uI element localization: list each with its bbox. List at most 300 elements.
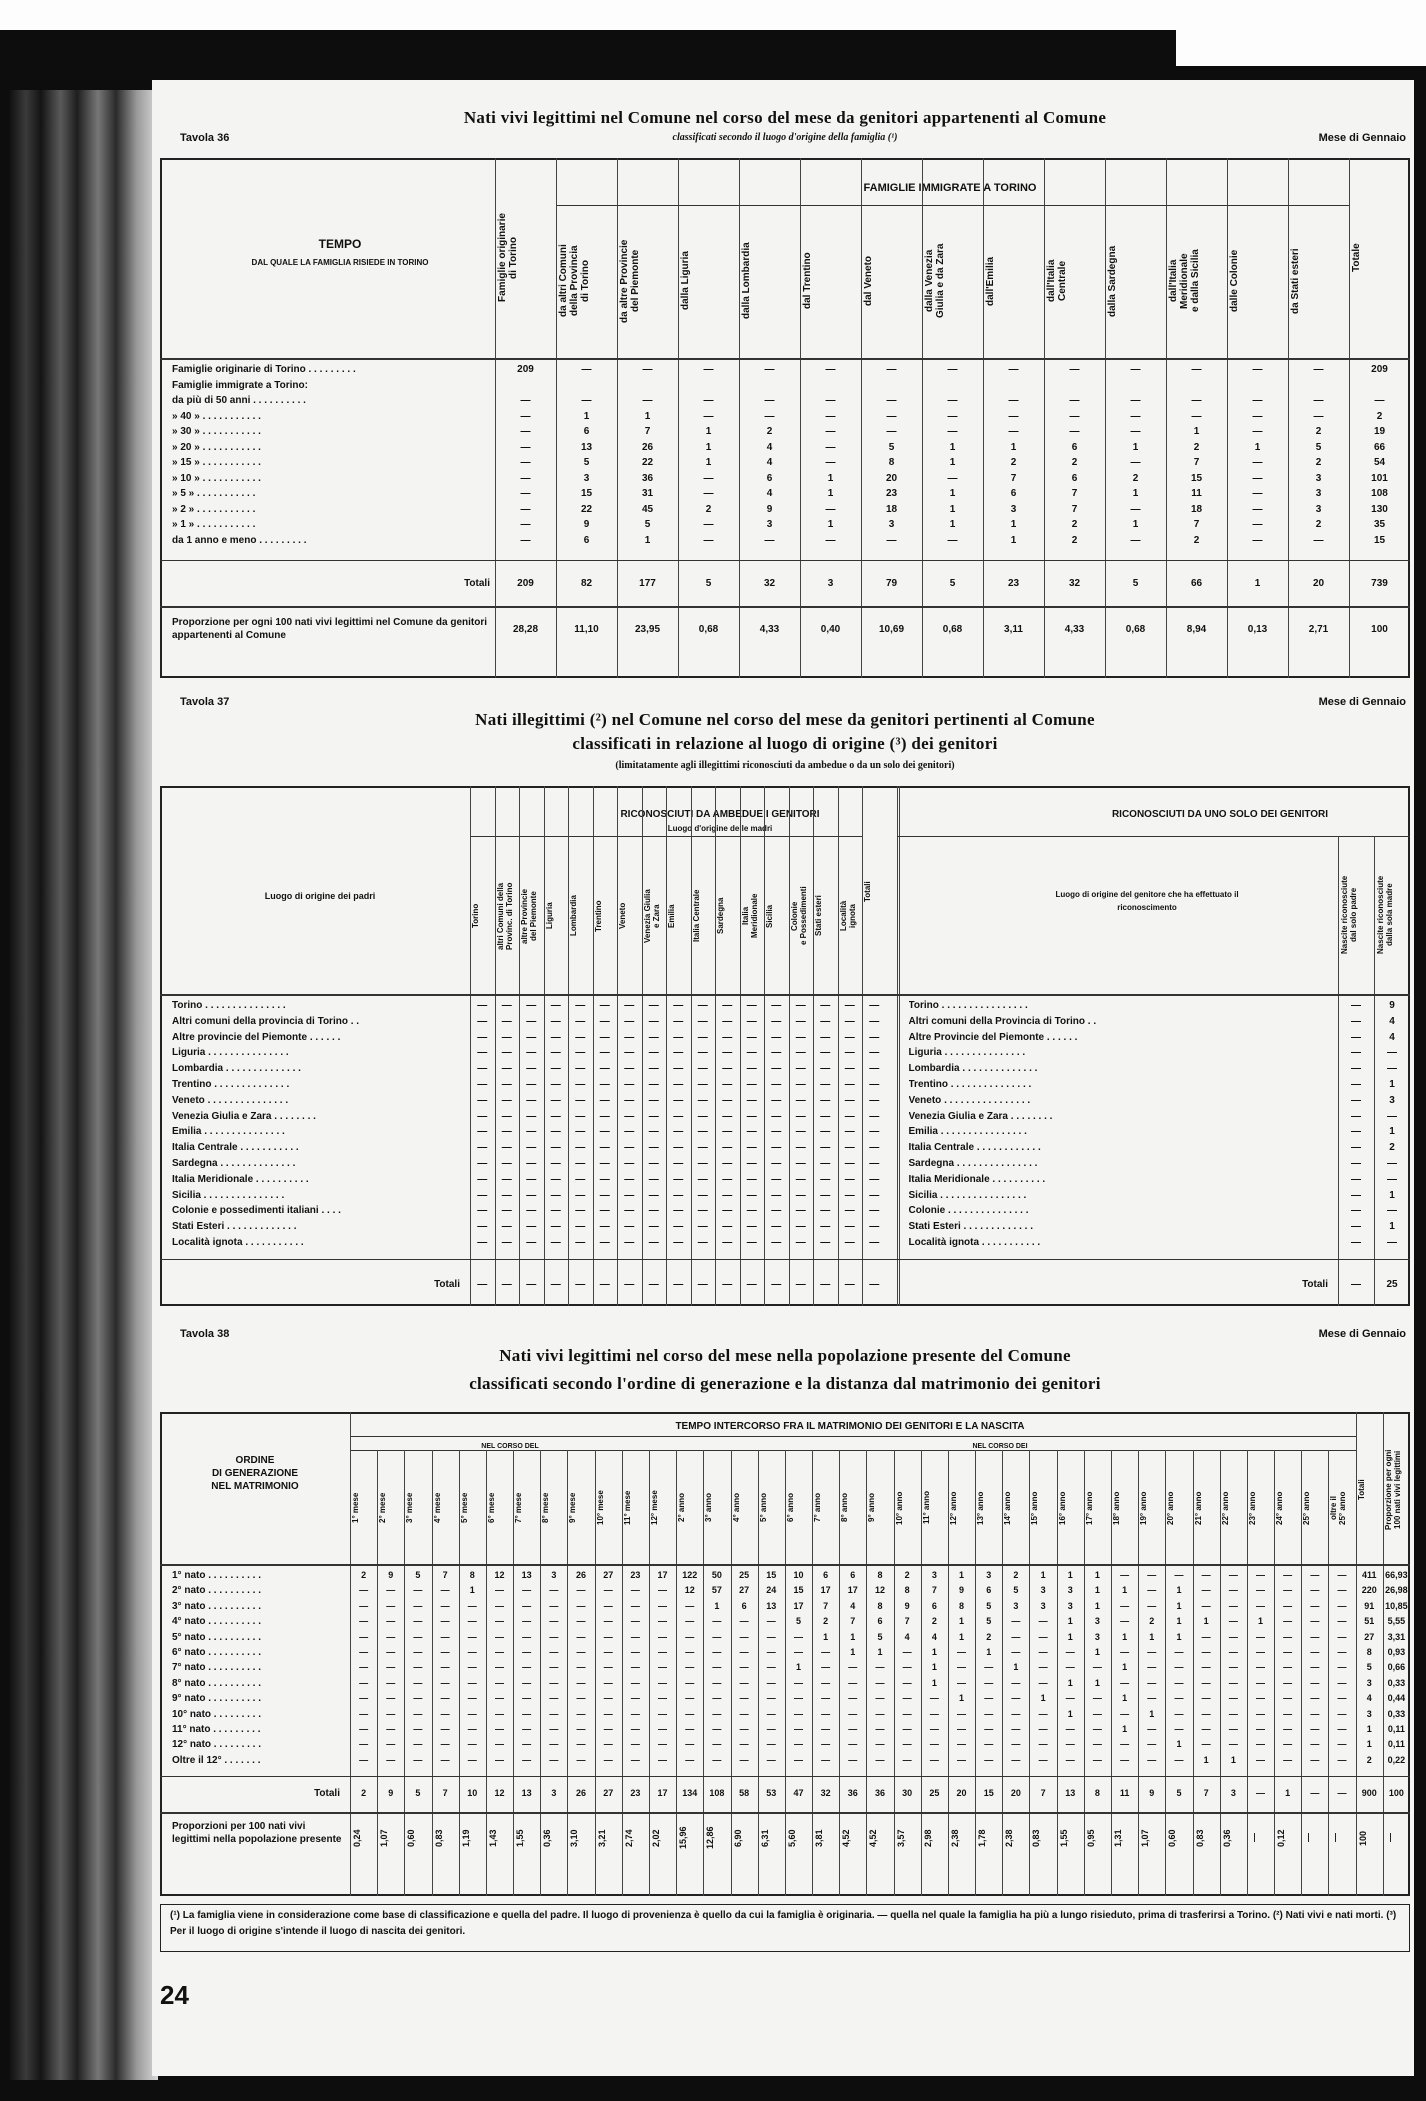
t38-cell: —	[494, 1754, 504, 1765]
t38-cell: 12	[874, 1585, 885, 1596]
t38-cell: 1	[1122, 1724, 1128, 1734]
t36-cell: —	[886, 410, 897, 422]
t38-cell: 6	[741, 1600, 747, 1611]
t38-cell: 1	[959, 1616, 965, 1627]
t38-cell: —	[1201, 1585, 1211, 1596]
t36-cell: —	[520, 426, 531, 437]
t37-cell-dash: —	[648, 1063, 659, 1075]
t38-col-header: 9° mese	[568, 1492, 578, 1524]
t37-right-total-cell: —	[1351, 1278, 1361, 1290]
t38-total-cell: 8	[1094, 1788, 1100, 1799]
t37-cell-dash: —	[550, 1015, 561, 1027]
t36-col-header: dall'Italia Meridionale e dalla Sicilia	[1168, 249, 1201, 313]
t36-cell: 1	[827, 472, 834, 484]
t38-cell: 10	[793, 1570, 804, 1580]
t36-cell: —	[1008, 395, 1019, 406]
t38-cell: —	[848, 1724, 858, 1734]
t38-cell: —	[929, 1724, 939, 1734]
t38-cell: —	[603, 1754, 613, 1765]
t38-cell: —	[984, 1754, 994, 1765]
t38-col-header: 10° mese	[595, 1490, 605, 1526]
t37-right-row-label: Altre Provincie del Piemonte . . . . . .	[908, 1031, 1078, 1043]
t38-prop-cell: 2,02	[650, 1829, 661, 1847]
t38-cell: 13	[766, 1600, 777, 1611]
t38-total-cell: 3	[1230, 1788, 1236, 1799]
t38-cell: 122	[682, 1570, 698, 1580]
t36-cell: 45	[641, 503, 654, 515]
t38-cell: —	[467, 1724, 477, 1734]
t38-cell: —	[386, 1616, 396, 1627]
t38-cell: —	[1228, 1677, 1238, 1688]
t38-cell: 8	[877, 1600, 883, 1611]
t38-cell: —	[576, 1600, 586, 1611]
t38-cell: —	[1337, 1631, 1347, 1642]
t37-col-header: Italia Centrale	[691, 889, 701, 943]
t38-cell: 1	[823, 1631, 829, 1642]
t38-cell: —	[576, 1708, 586, 1719]
t36-total-cell: 66	[1190, 578, 1203, 589]
t37-right-cell: —	[1351, 1126, 1361, 1138]
t38-cell: —	[467, 1600, 477, 1611]
t37-cell-dash: —	[844, 1189, 855, 1201]
t38-cell: —	[576, 1693, 586, 1704]
t37-cell-dash: —	[599, 1205, 610, 1217]
t38-cell: —	[359, 1631, 369, 1642]
t37-cell-dash: —	[820, 1126, 831, 1138]
t37-cell-dash: —	[501, 1094, 512, 1106]
t37-cell-dash: —	[526, 1158, 537, 1169]
t36-cell: —	[1252, 410, 1263, 422]
t37-cell-dash: —	[501, 1031, 512, 1043]
t37-cell-dash: —	[673, 1094, 684, 1106]
t38-cell: —	[467, 1677, 477, 1688]
t38-cell: 7	[823, 1600, 829, 1611]
t38-cell: 6	[986, 1585, 992, 1596]
t36-cell: —	[1252, 519, 1263, 530]
t36-cell: 22	[641, 457, 654, 468]
t38-cell: 1	[1067, 1708, 1073, 1719]
t36-cell: —	[1252, 534, 1263, 546]
t38-cell: —	[739, 1662, 749, 1673]
t37-cell-dash: —	[746, 1047, 757, 1059]
t36-col-header: dalla Lombardia	[741, 242, 752, 320]
t38-cell: —	[1256, 1724, 1265, 1734]
t38-prop-cell: 0,83	[1194, 1829, 1205, 1847]
t37-cell-dash: —	[624, 1158, 635, 1169]
t37-cell-dash: —	[746, 1015, 757, 1027]
t38-cell: —	[957, 1708, 967, 1719]
t37-col-header: Colonie e Possedimenti	[789, 886, 808, 946]
t38-cell: —	[440, 1631, 450, 1642]
t38-cell: —	[1092, 1754, 1102, 1765]
t38-cell: —	[413, 1724, 423, 1734]
t36-cell: 8	[888, 457, 895, 468]
t38-cell: —	[413, 1647, 423, 1657]
t38-cell: —	[793, 1754, 803, 1765]
t38-cell: —	[766, 1708, 776, 1719]
t36-total-cell: 32	[763, 578, 776, 589]
t38-cell: 3,31	[1387, 1631, 1406, 1642]
t37-cell-dash: —	[722, 1000, 733, 1011]
scan-top-margin	[0, 0, 1426, 30]
t38-cell: —	[1337, 1616, 1347, 1627]
t38-cell: —	[1065, 1662, 1075, 1673]
t36-row-label: » 20 » . . . . . . . . . . .	[172, 441, 261, 453]
t38-cell: —	[359, 1600, 369, 1611]
t38-prop-cell: 0,83	[1031, 1829, 1042, 1847]
t37-right-cell: 1	[1389, 1126, 1395, 1138]
t38-cell: 0,66	[1387, 1662, 1406, 1673]
t38-cell: —	[1283, 1662, 1293, 1673]
t38-cell: —	[630, 1662, 640, 1673]
t37-cell-dash: —	[477, 1173, 488, 1185]
t38-cell: —	[1065, 1724, 1075, 1734]
t38-col-header: 10° anno	[894, 1491, 904, 1525]
t38-cell: —	[712, 1616, 722, 1627]
t38-col-header: 20° anno	[1166, 1491, 1176, 1525]
t38-cell: —	[875, 1662, 885, 1673]
t38-prop-cell: 2,98	[922, 1829, 933, 1847]
t36-col-header: dal Trentino	[802, 252, 813, 310]
t38-cell: —	[1147, 1693, 1157, 1704]
t37-cell-dash: —	[526, 1221, 537, 1233]
t36-cell: 6	[583, 426, 590, 437]
t38-cell: —	[576, 1631, 586, 1642]
t36-prop-rule	[160, 606, 1410, 608]
t38-cell: 8	[959, 1600, 965, 1611]
t37-cell-dash: —	[697, 1047, 708, 1059]
table-36-title: Nati vivi legittimi nel Comune nel corso del mese da genitori appartenenti al Comune	[463, 108, 1107, 127]
t36-cell: —	[1374, 395, 1385, 406]
t37-right-row-label: Torino . . . . . . . . . . . . . . . .	[908, 1000, 1028, 1011]
t38-cell: 3	[551, 1570, 557, 1580]
t37-col-header: altre Provincie del Piemonte	[520, 888, 538, 944]
t36-cell: —	[1130, 503, 1141, 515]
t38-cell: —	[848, 1708, 858, 1719]
t38-cell: —	[1310, 1708, 1320, 1719]
t37-cell-dash: —	[869, 1158, 880, 1169]
t38-cell: —	[359, 1616, 369, 1627]
t38-cell: —	[1256, 1693, 1265, 1704]
table-37-title: Nati illegittimi (²) nel Comune nel corso del mese da genitori pertinenti al Comune	[475, 710, 1095, 729]
t37-row-label: Torino . . . . . . . . . . . . . . .	[172, 1000, 286, 1011]
t38-col-header: 12° mese	[649, 1490, 659, 1526]
t38-cell: —	[494, 1677, 504, 1688]
t38-cell: —	[1337, 1585, 1347, 1596]
t38-cell: 27	[603, 1570, 614, 1580]
t36-cell: —	[703, 534, 714, 546]
t37-cell-dash: —	[722, 1126, 733, 1138]
t37-cell-dash: —	[550, 1205, 561, 1217]
t37-right-cell: —	[1351, 1047, 1361, 1059]
t38-row-label: 4° nato . . . . . . . . . .	[172, 1616, 262, 1628]
t38-cell: —	[1283, 1600, 1293, 1611]
t37-cell-dash: —	[477, 1063, 488, 1075]
t38-cell: —	[848, 1662, 858, 1673]
table-36-month: Mese di Gennaio	[1318, 132, 1406, 144]
t38-total-cell: 5	[1176, 1788, 1182, 1799]
t37-right-cell: 1	[1389, 1221, 1395, 1233]
t37-cell-dash: —	[477, 1047, 488, 1059]
t37-cell-dash: —	[771, 1142, 782, 1154]
t36-cell: —	[825, 395, 836, 406]
t36-cell: —	[1130, 457, 1141, 468]
t37-cell-dash: —	[697, 1110, 708, 1122]
t38-cell: —	[1092, 1693, 1102, 1704]
t38-cell: —	[658, 1585, 668, 1596]
t37-col-header: Lombardia	[569, 895, 578, 937]
t36-cell: 13	[580, 441, 593, 453]
t38-cell: 57	[711, 1585, 722, 1596]
t38-prop-cell: —	[1248, 1833, 1259, 1843]
t38-cell: —	[359, 1585, 369, 1596]
t38-cell: —	[1256, 1631, 1265, 1642]
t36-cell: 1	[705, 426, 712, 437]
t38-col-header: 7° anno	[813, 1493, 823, 1523]
t38-prop-cell: 4,52	[841, 1829, 852, 1847]
t38-cell: —	[494, 1647, 504, 1657]
t38-prop-cell: 1,07	[1140, 1829, 1151, 1847]
t37-cell-dash: —	[477, 1237, 488, 1248]
t36-cell: 4	[766, 457, 773, 468]
t38-cell: 50	[711, 1570, 722, 1580]
t38-cell: —	[576, 1647, 586, 1657]
t37-cell-dash: —	[746, 1031, 757, 1043]
t38-cell: —	[1337, 1662, 1347, 1673]
t37-cell-dash: —	[501, 1158, 512, 1169]
t37-cell-dash: —	[624, 1063, 635, 1075]
t38-cell: —	[1310, 1616, 1320, 1627]
t37-cell-dash: —	[550, 1079, 561, 1090]
t37-cell-dash: —	[722, 1221, 733, 1233]
t38-cell: —	[793, 1677, 803, 1688]
t36-cell: —	[581, 395, 592, 406]
t38-col-header: 19° anno	[1139, 1491, 1149, 1525]
t36-col-header: dalla Liguria	[680, 251, 691, 311]
t36-cell: 3	[1315, 472, 1322, 484]
t37-cell-dash: —	[746, 1094, 757, 1106]
t38-cell: —	[712, 1662, 722, 1673]
t38-cell: —	[1310, 1647, 1320, 1657]
t36-cell: —	[642, 364, 653, 375]
t38-cell: —	[685, 1616, 695, 1627]
t38-cell: —	[1011, 1693, 1021, 1704]
t38-cell: —	[902, 1677, 912, 1688]
t36-cell: —	[1313, 395, 1324, 406]
t38-cell: 2	[1013, 1570, 1019, 1580]
t36-cell: 4	[766, 488, 773, 499]
t38-cell: —	[685, 1600, 695, 1611]
t36-cell: —	[825, 503, 836, 515]
t38-cell: —	[929, 1754, 939, 1765]
t38-cell: —	[549, 1585, 559, 1596]
t38-col-header: 16° anno	[1057, 1491, 1067, 1525]
t37-row-label: Località ignota . . . . . . . . . . .	[172, 1237, 304, 1248]
table-36-subtitle: classificati secondo il luogo d'origine della famiglia (¹)	[672, 132, 898, 143]
t36-total-cell: 23	[1007, 578, 1020, 589]
t38-cell: —	[522, 1585, 532, 1596]
t38-cell: 1	[1094, 1585, 1100, 1596]
t36-total-cell: 5	[705, 578, 712, 589]
t38-totals-label: Totali	[314, 1788, 340, 1800]
t38-cell: —	[413, 1600, 423, 1611]
t37-col-header: Totali	[863, 881, 872, 903]
t36-cell: —	[1313, 410, 1324, 422]
t38-total-cell: 30	[902, 1788, 913, 1799]
t38-cell: 1	[959, 1631, 965, 1642]
t38-cell: —	[1120, 1647, 1130, 1657]
t37-cell-dash: —	[648, 1031, 659, 1043]
t38-total-cell: —	[1337, 1788, 1347, 1799]
t38-cell: —	[386, 1647, 396, 1657]
t38-col-header: 4° mese	[432, 1492, 442, 1524]
t37-row-label: Emilia . . . . . . . . . . . . . . .	[172, 1126, 285, 1138]
table-36-tempo-subheader: DAL QUALE LA FAMIGLIA RISIEDE IN TORINO	[251, 258, 429, 267]
t36-cell: —	[947, 410, 958, 422]
t38-total-cell: 15	[983, 1788, 994, 1799]
t38-row-label: 6° nato . . . . . . . . . .	[172, 1647, 262, 1658]
t38-cell: —	[793, 1693, 803, 1704]
t36-prop-cell: 4,33	[1064, 624, 1085, 635]
t38-cell: 1	[1176, 1600, 1182, 1611]
t37-cell-dash: —	[795, 1221, 806, 1233]
t38-total-cell: 20	[1010, 1788, 1021, 1799]
t37-cell-dash: —	[550, 1047, 561, 1059]
t36-cell: —	[947, 534, 958, 546]
t36-cell: —	[886, 426, 897, 437]
t38-cell: —	[1283, 1739, 1293, 1750]
t37-cell-dash: —	[795, 1237, 806, 1248]
t37-cell-dash: —	[820, 1031, 831, 1043]
t38-cell: —	[1147, 1585, 1157, 1596]
t38-cell: —	[793, 1739, 803, 1750]
t38-cell: —	[902, 1693, 912, 1704]
t36-prop-cell: 8,94	[1186, 624, 1207, 635]
t38-cell: —	[821, 1662, 831, 1673]
t36-prop-cell: 0,40	[820, 624, 841, 635]
table-37-section	[160, 694, 1410, 1324]
t38-cell: 1	[1149, 1708, 1155, 1719]
scan-top-margin-right	[1176, 30, 1426, 66]
t38-cell: —	[821, 1647, 831, 1657]
t36-cell: —	[825, 364, 836, 375]
t38-cell: —	[984, 1677, 994, 1688]
t37-total-dash: —	[501, 1278, 512, 1290]
t38-cell: —	[1120, 1754, 1130, 1765]
t36-cell: —	[1313, 364, 1324, 375]
t38-total-cell: 108	[709, 1788, 725, 1799]
t36-prop-cell: 0,68	[942, 624, 963, 635]
t37-cell-dash: —	[869, 1094, 880, 1106]
t36-total-cell: 5	[949, 578, 956, 589]
t38-cell: —	[630, 1616, 640, 1627]
t38-cell: —	[712, 1647, 722, 1657]
t36-cell: 1	[1010, 534, 1017, 546]
t37-right-row-label: Sardegna . . . . . . . . . . . . . . .	[908, 1158, 1038, 1169]
t36-col-header: dalla Sardegna	[1107, 245, 1118, 317]
t38-cell: —	[1228, 1693, 1238, 1704]
t38-cell: —	[440, 1600, 450, 1611]
t36-cell: 9	[583, 519, 590, 530]
t38-cell: —	[1147, 1677, 1157, 1688]
t37-cell-dash: —	[673, 1079, 684, 1090]
t37-right-cell: —	[1351, 1031, 1361, 1043]
t38-cell: —	[1228, 1739, 1238, 1750]
table-38-title-2: classificati secondo l'ordine di generazione e la distanza dal matrimonio dei genitori	[469, 1374, 1101, 1393]
t37-totals-label: Totali	[434, 1278, 460, 1290]
t38-col-header: 11° anno	[921, 1491, 931, 1525]
t37-section-rule	[897, 786, 898, 1306]
t38-cell: —	[766, 1616, 776, 1627]
t38-cell: 26,98	[1385, 1585, 1408, 1596]
t38-row-label: 9° nato . . . . . . . . . .	[172, 1693, 262, 1705]
t37-cell-dash: —	[820, 1221, 831, 1233]
t37-cell-dash: —	[869, 1142, 880, 1154]
t37-cell-dash: —	[746, 1205, 757, 1217]
t36-totals-rule	[160, 560, 1410, 561]
t38-cell: 7	[904, 1616, 910, 1627]
t37-cell-dash: —	[526, 1079, 537, 1090]
table-36-tempo-header: TEMPO	[318, 237, 362, 251]
t38-cell: —	[984, 1739, 994, 1750]
t38-cell: —	[1337, 1739, 1347, 1750]
t37-section-rule-2	[899, 786, 900, 1306]
t38-cell: —	[1256, 1754, 1265, 1765]
t36-total-cell: 177	[639, 578, 656, 589]
t37-cell-dash: —	[795, 1126, 806, 1138]
t38-total-cell: 100	[1388, 1788, 1404, 1799]
t36-group-rule	[556, 205, 1349, 206]
t38-cell: —	[549, 1631, 559, 1642]
t38-cell: 2	[823, 1616, 829, 1627]
t38-cell: —	[549, 1616, 559, 1627]
t37-cell-dash: —	[820, 1094, 831, 1106]
t38-cell: —	[413, 1739, 423, 1750]
t36-row-label: » 5 » . . . . . . . . . . .	[172, 488, 256, 499]
t38-cell: —	[359, 1693, 369, 1704]
t37-cell-dash: —	[648, 1110, 659, 1122]
t38-total-cell: 13	[521, 1788, 532, 1799]
t37-row-label: Stati Esteri . . . . . . . . . . . . .	[172, 1221, 297, 1233]
t38-cell: —	[793, 1647, 803, 1657]
t37-cell-dash: —	[550, 1221, 561, 1233]
t36-cell: 2	[1132, 472, 1139, 484]
t38-cell: 9	[388, 1570, 394, 1580]
t38-cell: —	[1283, 1647, 1293, 1657]
t36-cell: 1	[949, 488, 956, 499]
t37-cell-dash: —	[844, 1158, 855, 1169]
t37-cell-dash: —	[526, 1205, 537, 1217]
t37-cell-dash: —	[795, 1063, 806, 1075]
table-38-number: Tavola 38	[180, 1328, 230, 1340]
t36-cell: 36	[641, 472, 654, 484]
t38-cell: —	[386, 1662, 396, 1673]
t36-cell: 7	[1193, 519, 1200, 530]
t37-cell-dash: —	[624, 1079, 635, 1090]
t37-cell-dash: —	[477, 1142, 488, 1154]
t37-cell-dash: —	[869, 1205, 880, 1217]
t37-row-label: Sicilia . . . . . . . . . . . . . . .	[172, 1189, 285, 1201]
t38-prop-rule	[160, 1812, 1410, 1814]
t38-cell: 1	[1040, 1693, 1046, 1704]
t38-cell: —	[1011, 1616, 1021, 1627]
t37-cell-dash: —	[673, 1142, 684, 1154]
t37-cell-dash: —	[697, 1189, 708, 1201]
t38-cell: —	[413, 1693, 423, 1704]
t37-cell-dash: —	[648, 1000, 659, 1011]
t38-cell: 5	[1013, 1585, 1019, 1596]
t36-cell: 7	[1071, 503, 1078, 515]
